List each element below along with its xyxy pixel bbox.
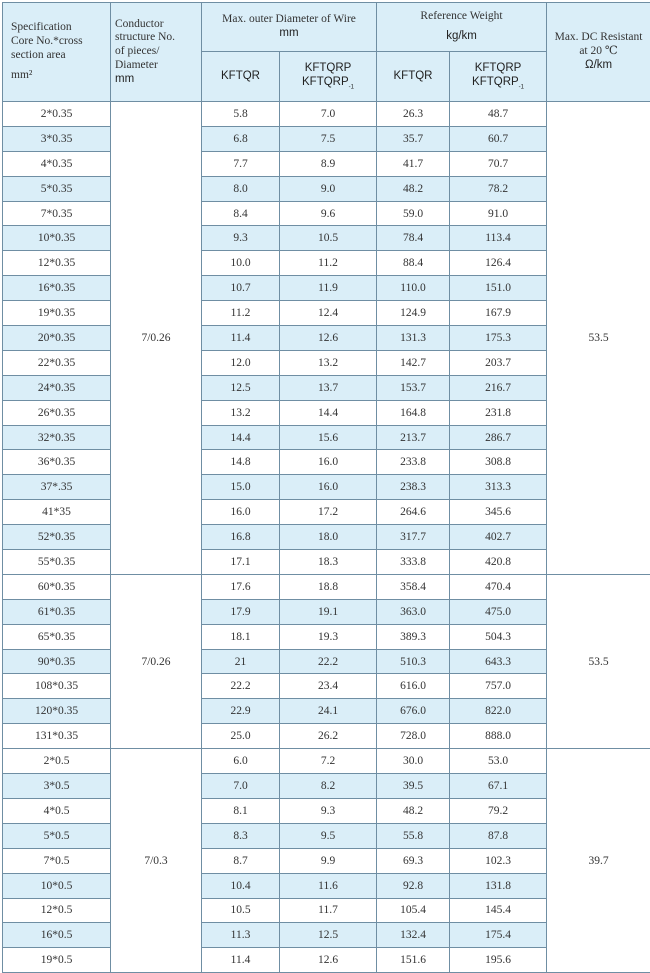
diameter-kftqrp-cell: 9.5 — [280, 823, 377, 848]
spec-cell: 20*0.35 — [3, 326, 111, 351]
diameter-kftqrp-cell: 19.3 — [280, 624, 377, 649]
diameter-kftqr-cell: 22.9 — [202, 699, 280, 724]
weight-kftqrp-cell: 91.0 — [450, 201, 547, 226]
weight-kftqrp-cell: 175.4 — [450, 923, 547, 948]
spec-cell: 26*0.35 — [3, 400, 111, 425]
conductor-structure-cell: 7/0.26 — [111, 574, 202, 748]
weight-kftqr-cell: 728.0 — [377, 724, 450, 749]
diameter-kftqr-cell: 17.1 — [202, 550, 280, 575]
spec-cell: 12*0.35 — [3, 251, 111, 276]
spec-header-line: Specification — [11, 21, 110, 35]
weight-kftqrp-cell: 195.6 — [450, 948, 547, 973]
spec-cell: 4*0.5 — [3, 798, 111, 823]
diameter-kftqr-cell: 8.3 — [202, 823, 280, 848]
weight-kftqrp-cell: 345.6 — [450, 500, 547, 525]
spec-cell: 5*0.5 — [3, 823, 111, 848]
resistance-cell: 53.5 — [547, 102, 650, 575]
weight-kftqr-cell: 213.7 — [377, 425, 450, 450]
weight-kftqr-cell: 105.4 — [377, 898, 450, 923]
diameter-kftqrp-cell: 12.5 — [280, 923, 377, 948]
conductor-header-unit: mm — [115, 73, 201, 87]
weight-header-unit: kg/km — [377, 30, 546, 44]
spec-cell: 55*0.35 — [3, 550, 111, 575]
spec-cell: 4*0.35 — [3, 151, 111, 176]
diameter-kftqr-cell: 16.8 — [202, 525, 280, 550]
weight-kftqr-cell: 238.3 — [377, 475, 450, 500]
diameter-kftqrp-cell: 12.6 — [280, 948, 377, 973]
weight-kftqr-cell: 35.7 — [377, 126, 450, 151]
table-body — [3, 102, 650, 973]
spec-cell: 32*0.35 — [3, 425, 111, 450]
weight-kftqrp-cell: 131.8 — [450, 873, 547, 898]
weight-kftqr-cell: 317.7 — [377, 525, 450, 550]
diameter-kftqrp-cell: 9.3 — [280, 798, 377, 823]
diameter-kftqr-cell: 13.2 — [202, 400, 280, 425]
weight-kftqrp-cell: 53.0 — [450, 749, 547, 774]
weight-kftqrp-cell: 643.3 — [450, 649, 547, 674]
diameter-kftqrp-cell: 12.4 — [280, 301, 377, 326]
diameter-kftqrp-cell: 15.6 — [280, 425, 377, 450]
weight-kftqr-cell: 151.6 — [377, 948, 450, 973]
weight-kftqr-cell: 510.3 — [377, 649, 450, 674]
table-row — [3, 574, 650, 599]
cable-spec-table — [2, 2, 650, 973]
weight-kftqrp-cell: 102.3 — [450, 848, 547, 873]
weight-kftqrp-cell: 822.0 — [450, 699, 547, 724]
weight-kftqr-cell: 363.0 — [377, 599, 450, 624]
spec-cell: 65*0.35 — [3, 624, 111, 649]
spec-cell: 12*0.5 — [3, 898, 111, 923]
weight-kftqrp-cell: 87.8 — [450, 823, 547, 848]
spec-cell: 16*0.5 — [3, 923, 111, 948]
diameter-kftqr-cell: 11.3 — [202, 923, 280, 948]
resistance-header-title: Max. DC Resistant — [547, 31, 650, 45]
weight-kftqr-cell: 358.4 — [377, 574, 450, 599]
diameter-kftqrp-cell: 22.2 — [280, 649, 377, 674]
weight-kftqrp-cell: 420.8 — [450, 550, 547, 575]
spec-cell: 7*0.35 — [3, 201, 111, 226]
weight-kftqrp-cell: 203.7 — [450, 350, 547, 375]
weight-kftqrp-cell: 48.7 — [450, 102, 547, 127]
weight-kftqrp-cell: 313.3 — [450, 475, 547, 500]
diameter-kftqr-cell: 10.0 — [202, 251, 280, 276]
spec-cell: 22*0.35 — [3, 350, 111, 375]
diameter-kftqr-cell: 17.9 — [202, 599, 280, 624]
diameter-kftqr-cell: 15.0 — [202, 475, 280, 500]
diameter-kftqrp-cell: 16.0 — [280, 475, 377, 500]
weight-kftqrp-cell: 151.0 — [450, 276, 547, 301]
diameter-kftqrp-label: KFTQRP — [280, 62, 376, 76]
spec-cell: 3*0.35 — [3, 126, 111, 151]
spec-cell: 16*0.35 — [3, 276, 111, 301]
weight-kftqrp-cell: 79.2 — [450, 798, 547, 823]
weight-kftqrp-cell: 470.4 — [450, 574, 547, 599]
weight-kftqr-cell: 48.2 — [377, 176, 450, 201]
weight-kftqr-cell: 132.4 — [377, 923, 450, 948]
diameter-kftqr-cell: 25.0 — [202, 724, 280, 749]
diameter-header-unit: mm — [202, 27, 376, 41]
diameter-kftqr-cell: 12.0 — [202, 350, 280, 375]
weight-kftqr-cell: 39.5 — [377, 774, 450, 799]
diameter-kftqrp-cell: 12.6 — [280, 326, 377, 351]
resistance-header — [547, 3, 650, 102]
weight-kftqr-cell: 153.7 — [377, 375, 450, 400]
weight-kftqr-cell: 233.8 — [377, 450, 450, 475]
conductor-header-line: of pieces/ — [115, 45, 201, 59]
weight-kftqr-cell: 616.0 — [377, 674, 450, 699]
diameter-kftqrp-cell: 14.4 — [280, 400, 377, 425]
weight-kftqrp-cell: 402.7 — [450, 525, 547, 550]
diameter-kftqr-cell: 8.1 — [202, 798, 280, 823]
weight-kftqr-cell: 69.3 — [377, 848, 450, 873]
diameter-kftqrp-cell: 9.9 — [280, 848, 377, 873]
table-row — [3, 749, 650, 774]
diameter-kftqr-cell: 11.4 — [202, 948, 280, 973]
diameter-kftqr-cell: 5.8 — [202, 102, 280, 127]
spec-cell: 2*0.35 — [3, 102, 111, 127]
spec-header-unit: mm² — [11, 69, 110, 83]
diameter-kftqr-cell: 17.6 — [202, 574, 280, 599]
spec-cell: 90*0.35 — [3, 649, 111, 674]
diameter-kftqrp-cell: 7.2 — [280, 749, 377, 774]
weight-kftqr-cell: 26.3 — [377, 102, 450, 127]
diameter-kftqrp-cell: 11.2 — [280, 251, 377, 276]
diameter-kftqrp1-label: KFTQRP — [302, 76, 349, 88]
conductor-structure-cell: 7/0.26 — [111, 102, 202, 575]
spec-cell: 24*0.35 — [3, 375, 111, 400]
diameter-kftqr-label: KFTQR — [221, 70, 260, 82]
spec-cell: 41*35 — [3, 500, 111, 525]
table-row — [3, 102, 650, 127]
weight-kftqr-label: KFTQR — [394, 70, 433, 82]
diameter-kftqr-cell: 22.2 — [202, 674, 280, 699]
weight-kftqrp-cell: 888.0 — [450, 724, 547, 749]
conductor-header-line: Conductor — [115, 18, 201, 32]
diameter-kftqrp-cell: 7.5 — [280, 126, 377, 151]
weight-kftqr-cell: 142.7 — [377, 350, 450, 375]
weight-kftqrp-cell: 286.7 — [450, 425, 547, 450]
spec-cell: 19*0.35 — [3, 301, 111, 326]
spec-cell: 2*0.5 — [3, 749, 111, 774]
diameter-kftqr-cell: 10.5 — [202, 898, 280, 923]
weight-kftqrp-cell: 113.4 — [450, 226, 547, 251]
resistance-header-unit: Ω/km — [547, 59, 650, 73]
diameter-kftqr-cell: 14.4 — [202, 425, 280, 450]
spec-cell: 61*0.35 — [3, 599, 111, 624]
diameter-kftqr-cell: 8.0 — [202, 176, 280, 201]
weight-kftqr-cell: 389.3 — [377, 624, 450, 649]
diameter-kftqrp-cell: 11.6 — [280, 873, 377, 898]
weight-kftqrp-cell: 126.4 — [450, 251, 547, 276]
weight-header — [377, 3, 547, 52]
diameter-kftqrp-cell: 26.2 — [280, 724, 377, 749]
diameter-kftqr-cell: 16.0 — [202, 500, 280, 525]
weight-kftqrp-cell: 475.0 — [450, 599, 547, 624]
conductor-header — [111, 3, 202, 102]
diameter-kftqr-cell: 10.7 — [202, 276, 280, 301]
diameter-kftqr-cell: 10.4 — [202, 873, 280, 898]
diameter-kftqr-cell: 8.7 — [202, 848, 280, 873]
weight-kftqr-cell: 55.8 — [377, 823, 450, 848]
diameter-kftqrp-cell: 13.7 — [280, 375, 377, 400]
diameter-header — [202, 3, 377, 52]
spec-cell: 52*0.35 — [3, 525, 111, 550]
diameter-kftqr-cell: 6.8 — [202, 126, 280, 151]
diameter-kftqr-cell: 11.2 — [202, 301, 280, 326]
weight-kftqrp-cell: 504.3 — [450, 624, 547, 649]
weight-kftqr-cell: 110.0 — [377, 276, 450, 301]
diameter-kftqrp-cell: 11.7 — [280, 898, 377, 923]
diameter-kftqr-header — [202, 52, 280, 102]
diameter-kftqr-cell: 18.1 — [202, 624, 280, 649]
weight-kftqrp-cell: 145.4 — [450, 898, 547, 923]
diameter-kftqr-cell: 12.5 — [202, 375, 280, 400]
spec-cell: 108*0.35 — [3, 674, 111, 699]
diameter-kftqr-cell: 9.3 — [202, 226, 280, 251]
weight-kftqr-cell: 124.9 — [377, 301, 450, 326]
weight-kftqrp-cell: 70.7 — [450, 151, 547, 176]
weight-kftqrp-cell: 175.3 — [450, 326, 547, 351]
diameter-kftqrp-header — [280, 52, 377, 102]
weight-kftqrp-cell: 167.9 — [450, 301, 547, 326]
weight-kftqrp-cell: 78.2 — [450, 176, 547, 201]
weight-kftqr-cell: 30.0 — [377, 749, 450, 774]
weight-kftqrp-cell: 216.7 — [450, 375, 547, 400]
diameter-kftqrp-cell: 17.2 — [280, 500, 377, 525]
spec-cell: 120*0.35 — [3, 699, 111, 724]
diameter-kftqr-cell: 8.4 — [202, 201, 280, 226]
diameter-kftqr-cell: 14.8 — [202, 450, 280, 475]
spec-cell: 37*.35 — [3, 475, 111, 500]
spec-cell: 131*0.35 — [3, 724, 111, 749]
diameter-kftqrp-cell: 18.0 — [280, 525, 377, 550]
conductor-header-line: structure No. — [115, 31, 201, 45]
diameter-kftqrp-cell: 11.9 — [280, 276, 377, 301]
table-header — [3, 3, 650, 102]
spec-cell: 5*0.35 — [3, 176, 111, 201]
diameter-kftqrp-cell: 9.6 — [280, 201, 377, 226]
diameter-kftqrp-cell: 18.8 — [280, 574, 377, 599]
spec-header-line: section area — [11, 49, 110, 63]
weight-kftqr-cell: 264.6 — [377, 500, 450, 525]
spec-cell: 60*0.35 — [3, 574, 111, 599]
weight-kftqr-cell: 78.4 — [377, 226, 450, 251]
diameter-kftqrp-cell: 19.1 — [280, 599, 377, 624]
weight-header-title: Reference Weight — [377, 10, 546, 24]
spec-cell: 36*0.35 — [3, 450, 111, 475]
weight-kftqr-cell: 164.8 — [377, 400, 450, 425]
weight-kftqrp-cell: 757.0 — [450, 674, 547, 699]
diameter-kftqrp-cell: 24.1 — [280, 699, 377, 724]
diameter-kftqrp-cell: 13.2 — [280, 350, 377, 375]
weight-kftqr-cell: 676.0 — [377, 699, 450, 724]
diameter-kftqrp-cell: 23.4 — [280, 674, 377, 699]
conductor-structure-cell: 7/0.3 — [111, 749, 202, 973]
diameter-kftqrp-cell: 8.9 — [280, 151, 377, 176]
weight-kftqr-cell: 92.8 — [377, 873, 450, 898]
resistance-header-temp: at 20 ℃ — [547, 45, 650, 59]
spec-header — [3, 3, 111, 102]
weight-kftqr-cell: 41.7 — [377, 151, 450, 176]
diameter-header-title: Max. outer Diameter of Wire — [202, 13, 376, 27]
diameter-kftqrp-cell: 7.0 — [280, 102, 377, 127]
weight-kftqrp-header — [450, 52, 547, 102]
weight-kftqrp-label: KFTQRP — [450, 62, 546, 76]
weight-kftqrp1-sub: -1 — [519, 84, 524, 90]
diameter-kftqrp1-sub: -1 — [349, 84, 354, 90]
resistance-cell: 53.5 — [547, 574, 650, 748]
diameter-kftqrp-cell: 16.0 — [280, 450, 377, 475]
diameter-kftqrp-cell: 8.2 — [280, 774, 377, 799]
diameter-kftqrp-cell: 18.3 — [280, 550, 377, 575]
spec-cell: 19*0.5 — [3, 948, 111, 973]
weight-kftqr-cell: 59.0 — [377, 201, 450, 226]
weight-kftqrp1-label: KFTQRP — [472, 76, 519, 88]
weight-kftqrp-cell: 231.8 — [450, 400, 547, 425]
weight-kftqr-cell: 333.8 — [377, 550, 450, 575]
weight-kftqr-header — [377, 52, 450, 102]
spec-cell: 10*0.5 — [3, 873, 111, 898]
diameter-kftqrp-cell: 9.0 — [280, 176, 377, 201]
spec-cell: 10*0.35 — [3, 226, 111, 251]
diameter-kftqrp-cell: 10.5 — [280, 226, 377, 251]
weight-kftqrp-cell: 67.1 — [450, 774, 547, 799]
weight-kftqr-cell: 88.4 — [377, 251, 450, 276]
conductor-header-line: Diameter — [115, 59, 201, 73]
diameter-kftqr-cell: 21 — [202, 649, 280, 674]
spec-cell: 3*0.5 — [3, 774, 111, 799]
weight-kftqrp-cell: 308.8 — [450, 450, 547, 475]
diameter-kftqr-cell: 7.7 — [202, 151, 280, 176]
diameter-kftqr-cell: 11.4 — [202, 326, 280, 351]
weight-kftqr-cell: 48.2 — [377, 798, 450, 823]
spec-cell: 7*0.5 — [3, 848, 111, 873]
weight-kftqrp-cell: 60.7 — [450, 126, 547, 151]
spec-header-line: Core No.*cross — [11, 35, 110, 49]
weight-kftqr-cell: 131.3 — [377, 326, 450, 351]
diameter-kftqr-cell: 6.0 — [202, 749, 280, 774]
diameter-kftqr-cell: 7.0 — [202, 774, 280, 799]
resistance-cell: 39.7 — [547, 749, 650, 973]
